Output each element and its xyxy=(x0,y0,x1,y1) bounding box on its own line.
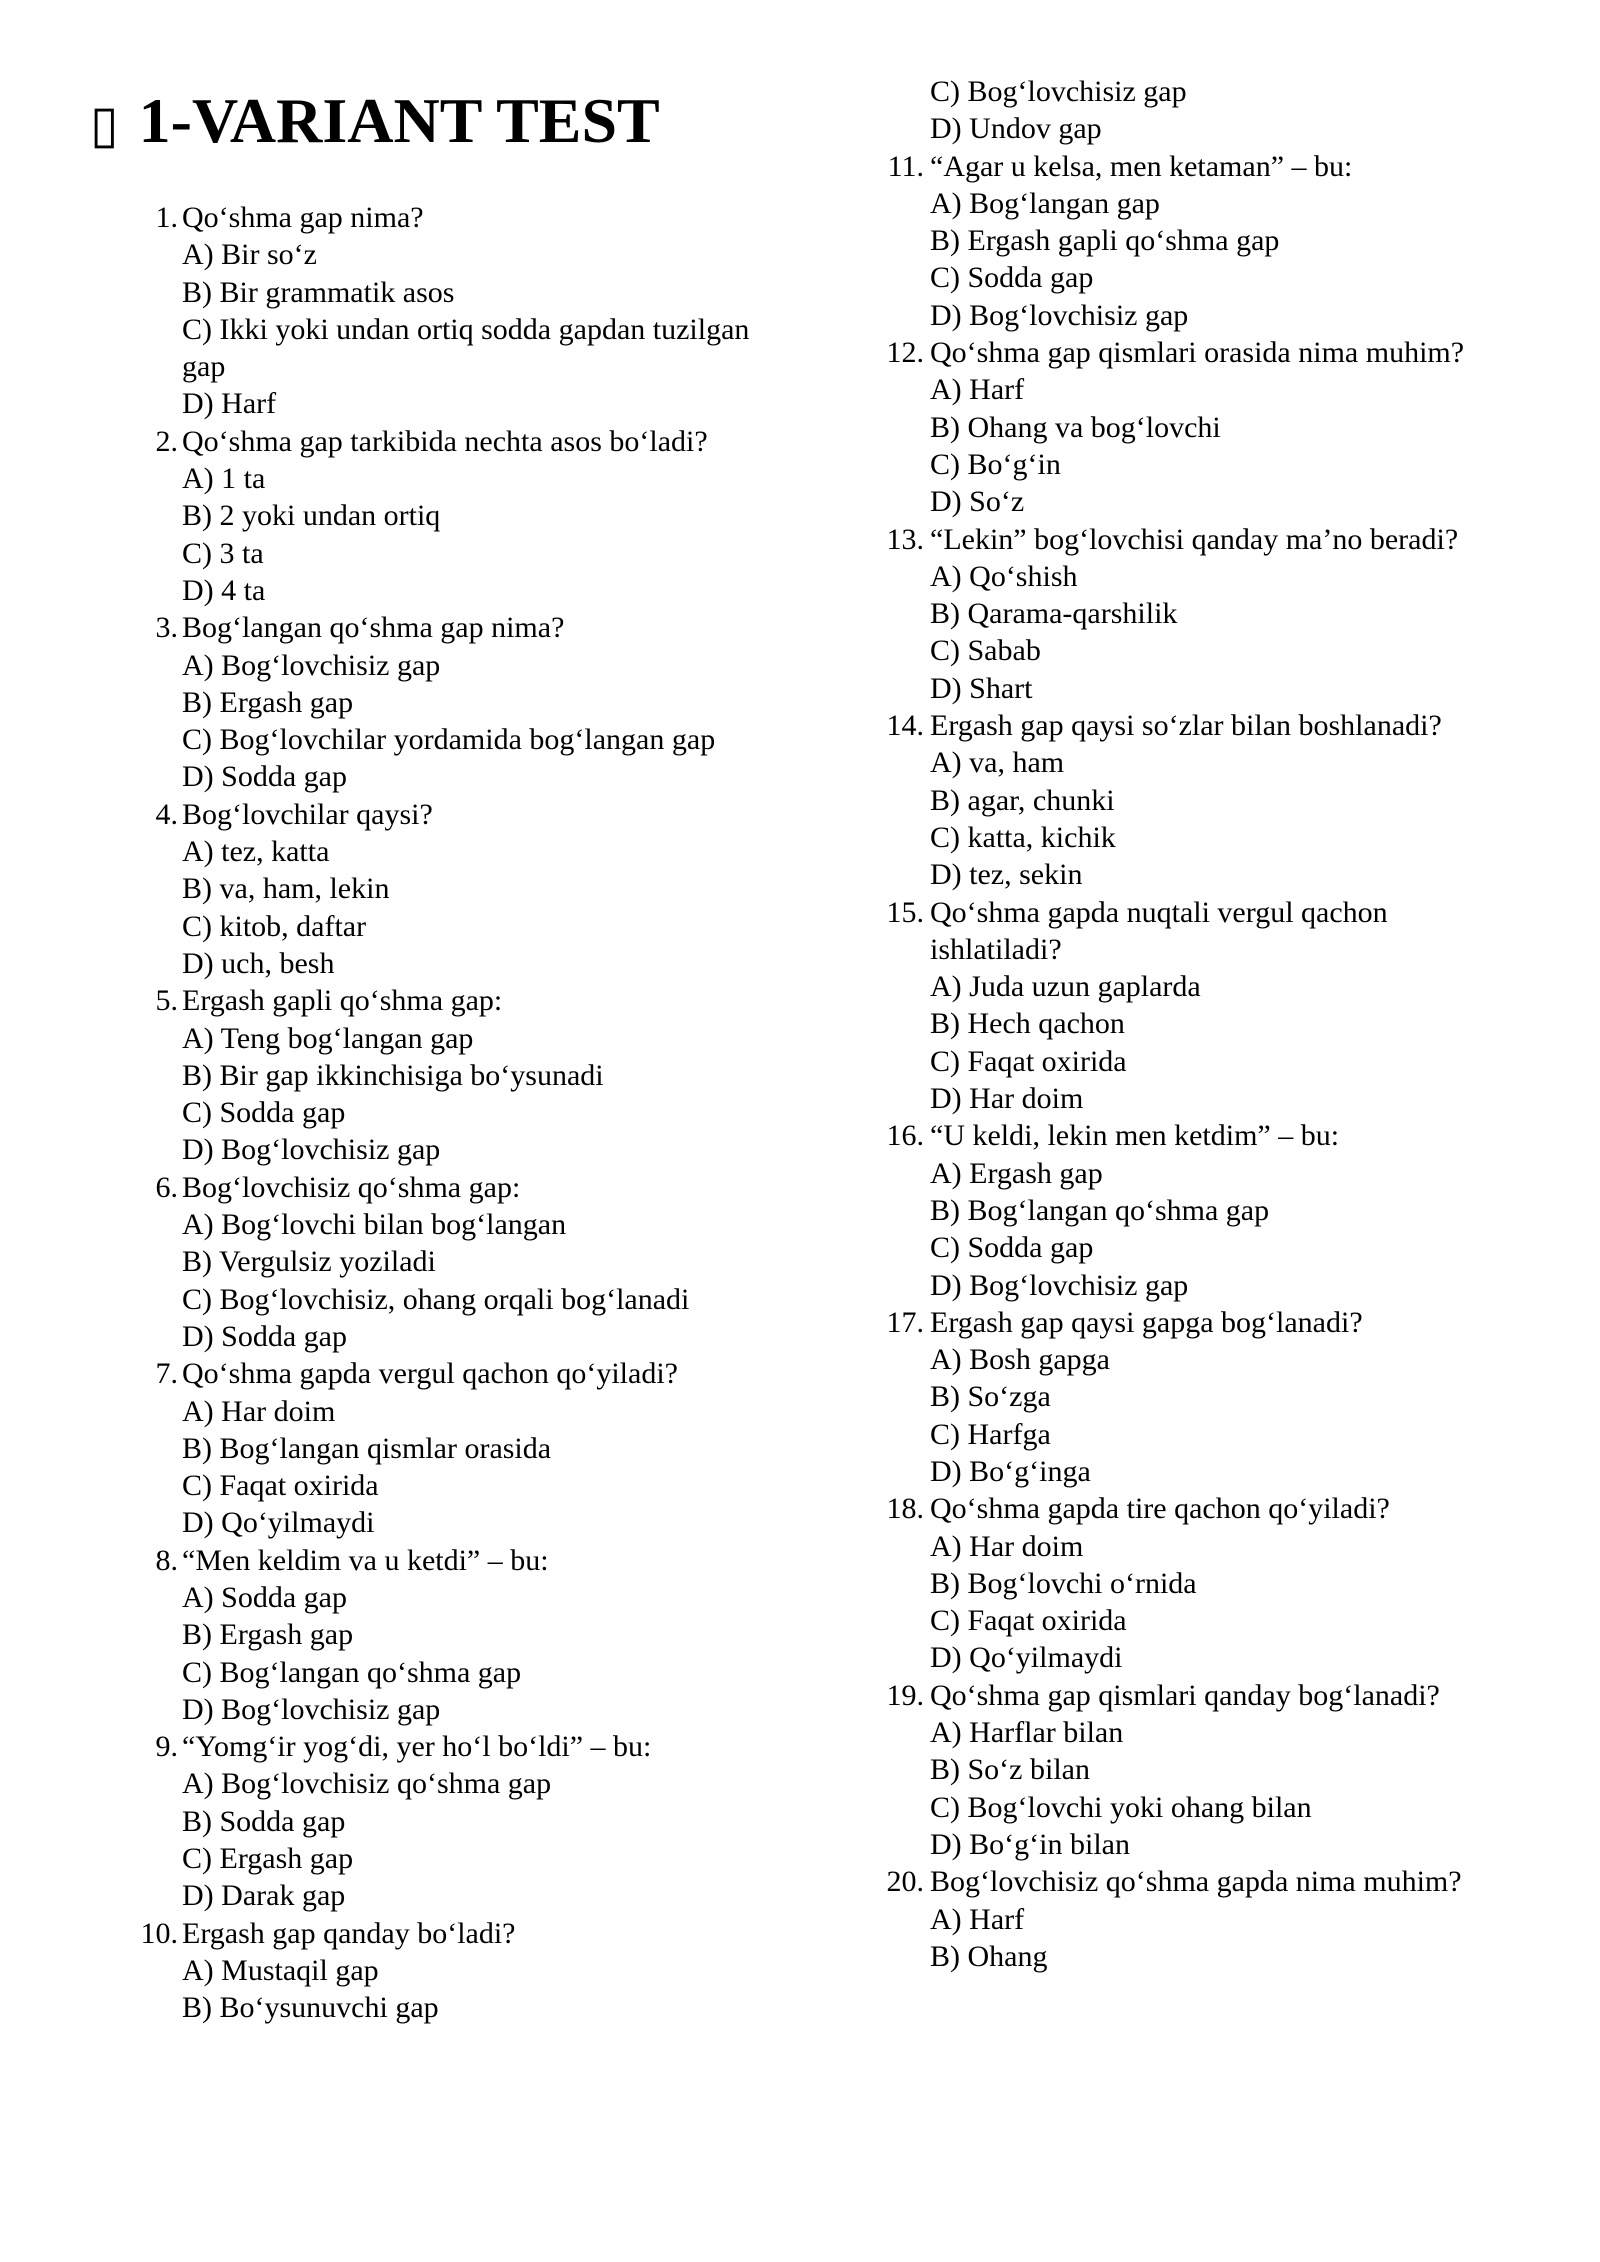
question-number: 9. xyxy=(155,1730,178,1764)
answer-option-b: B) Ergash gap xyxy=(182,685,354,719)
answer-option-a: A) Ergash gap xyxy=(930,1156,1103,1190)
question-text: Ergash gapli qo‘shma gap: xyxy=(182,984,503,1018)
question-6 xyxy=(130,1169,750,1355)
answer-option-a: A) Juda uzun gaplarda xyxy=(930,970,1201,1004)
answer-option-a: A) Teng bog‘langan gap xyxy=(182,1021,474,1055)
answer-option-b: B) Bog‘lovchi o‘rnida xyxy=(930,1566,1197,1600)
question-text: Qo‘shma gap tarkibida nechta asos bo‘ladi? xyxy=(182,424,708,458)
question-text: “Agar u kelsa, men ketaman” – bu: xyxy=(930,149,1353,183)
question-2 xyxy=(130,423,750,609)
answer-option-c: C) Sabab xyxy=(930,634,1041,668)
question-text: Qo‘shma gapda vergul qachon qo‘yiladi? xyxy=(182,1357,678,1391)
answer-option-d: D) Darak gap xyxy=(182,1879,346,1913)
question-number: 15. xyxy=(886,895,924,929)
question-number: 2. xyxy=(155,424,178,458)
question-10-continued xyxy=(882,73,1522,148)
question-number: 14. xyxy=(886,709,924,743)
question-number: 20. xyxy=(886,1865,924,1899)
answer-option-a: A) Qo‘shish xyxy=(930,559,1078,593)
answer-option-d: D) Bo‘g‘in bilan xyxy=(930,1827,1130,1861)
question-7 xyxy=(130,1355,750,1541)
answer-option-b: B) Ohang xyxy=(930,1939,1048,1973)
answer-option-a: A) Har doim xyxy=(182,1394,336,1428)
answer-option-c: C) Ergash gap xyxy=(182,1842,354,1876)
question-number: 18. xyxy=(886,1492,924,1526)
question-8 xyxy=(130,1542,750,1728)
answer-option-d: D) So‘z xyxy=(930,485,1025,519)
question-text: “Men keldim va u ketdi” – bu: xyxy=(182,1543,549,1577)
answer-option-b: B) Ergash gap xyxy=(182,1618,354,1652)
answer-option-b: B) Bo‘ysunuvchi gap xyxy=(182,1991,439,2025)
answer-option-a: A) Sodda gap xyxy=(182,1580,347,1614)
answer-option-b: B) So‘zga xyxy=(930,1380,1051,1414)
answer-option-d: D) Sodda gap xyxy=(182,760,347,794)
answer-option-b: B) Hech qachon xyxy=(930,1007,1125,1041)
answer-option-c: C) Bo‘g‘in xyxy=(930,447,1061,481)
question-number: 4. xyxy=(155,797,178,831)
answer-option-d: D) Undov gap xyxy=(930,112,1102,146)
answer-option-c: C) Faqat oxirida xyxy=(182,1469,379,1503)
answer-option-d: D) Har doim xyxy=(930,1082,1084,1116)
question-20 xyxy=(882,1863,1522,1975)
answer-option-a: A) Bir so‘z xyxy=(182,238,317,272)
answer-option-a: A) Bog‘lovchi bilan bog‘langan xyxy=(182,1208,567,1242)
question-text: Qo‘shma gapda tire qachon qo‘yiladi? xyxy=(930,1492,1390,1526)
answer-option-d: D) Harf xyxy=(182,387,277,421)
question-9 xyxy=(130,1728,750,1914)
answer-option-c: C) Sodda gap xyxy=(930,1231,1094,1265)
question-text: Ergash gap qaysi so‘zlar bilan boshlanadi? xyxy=(930,709,1442,743)
question-text: “Yomg‘ir yog‘di, yer ho‘l bo‘ldi” – bu: xyxy=(182,1730,652,1764)
answer-option-a: A) va, ham xyxy=(930,746,1065,780)
question-12 xyxy=(882,334,1522,520)
question-text: Bog‘lovchisiz qo‘shma gapda nima muhim? xyxy=(930,1865,1462,1899)
answer-option-d: D) 4 ta xyxy=(182,573,266,607)
question-15 xyxy=(882,894,1522,1118)
answer-option-a: A) 1 ta xyxy=(182,462,266,496)
answer-option-a: A) Bog‘langan gap xyxy=(930,186,1160,220)
answer-option-b: B) Bir grammatik asos xyxy=(182,275,455,309)
question-text: Ergash gap qanday bo‘ladi? xyxy=(182,1916,516,1950)
answer-option-d: D) Bog‘lovchisiz gap xyxy=(182,1692,441,1726)
question-10 xyxy=(130,1915,750,2027)
answer-option-d: D) Qo‘yilmaydi xyxy=(182,1506,375,1540)
question-text: Qo‘shma gapda nuqtali vergul qachon ishlatiladi? xyxy=(930,895,1388,966)
question-3 xyxy=(130,609,750,795)
answer-option-b: B) 2 yoki undan ortiq xyxy=(182,499,441,533)
question-text: Qo‘shma gap qismlari qanday bog‘lanadi? xyxy=(930,1678,1440,1712)
answer-option-b: B) va, ham, lekin xyxy=(182,872,390,906)
answer-option-c: C) Bog‘lovchi yoki ohang bilan xyxy=(930,1790,1312,1824)
question-number: 8. xyxy=(155,1543,178,1577)
answer-option-a: A) Harf xyxy=(930,1902,1025,1936)
answer-option-b: B) Bir gap ikkinchisiga bo‘ysunadi xyxy=(182,1058,604,1092)
question-number: 6. xyxy=(155,1170,178,1204)
answer-option-a: A) Bog‘lovchisiz qo‘shma gap xyxy=(182,1767,552,1801)
answer-option-d: D) Bog‘lovchisiz gap xyxy=(182,1133,441,1167)
answer-option-b: B) Ergash gapli qo‘shma gap xyxy=(930,224,1280,258)
answer-option-d: D) uch, besh xyxy=(182,946,335,980)
answer-option-a: A) Harf xyxy=(930,373,1025,407)
question-number: 12. xyxy=(886,336,924,370)
answer-option-b: B) Bog‘langan qo‘shma gap xyxy=(930,1193,1270,1227)
question-18 xyxy=(882,1490,1522,1676)
answer-option-d: D) tez, sekin xyxy=(930,858,1083,892)
question-text: Bog‘lovchisiz qo‘shma gap: xyxy=(182,1170,521,1204)
missing-glyph-icon: ▯ xyxy=(90,95,119,155)
question-19 xyxy=(882,1677,1522,1863)
answer-option-c: C) Bog‘lovchisiz gap xyxy=(930,75,1187,108)
question-11 xyxy=(882,148,1522,334)
question-text: Qo‘shma gap qismlari orasida nima muhim? xyxy=(930,336,1465,370)
answer-option-d: D) Bo‘g‘inga xyxy=(930,1454,1091,1488)
answer-option-c: C) Bog‘lovchilar yordamida bog‘langan gap xyxy=(182,723,716,757)
answer-option-d: D) Sodda gap xyxy=(182,1319,347,1353)
question-4 xyxy=(130,796,750,982)
question-14 xyxy=(882,707,1522,893)
answer-option-c: C) Sodda gap xyxy=(930,261,1094,295)
question-number: 5. xyxy=(155,984,178,1018)
answer-option-c: C) Faqat oxirida xyxy=(930,1604,1127,1638)
question-16 xyxy=(882,1117,1522,1303)
question-text: Qo‘shma gap nima? xyxy=(182,201,424,234)
answer-option-d: D) Bog‘lovchisiz gap xyxy=(930,1268,1189,1302)
page-title xyxy=(90,76,660,170)
question-1 xyxy=(130,199,750,423)
right-column xyxy=(882,73,1522,1975)
answer-option-a: A) Mustaqil gap xyxy=(182,1953,379,1987)
answer-option-c: C) Harfga xyxy=(930,1417,1051,1451)
answer-option-c: C) katta, kichik xyxy=(930,820,1116,854)
answer-option-c: C) Bog‘lovchisiz, ohang orqali bog‘lanadi xyxy=(182,1282,690,1316)
answer-option-b: B) Bog‘langan qismlar orasida xyxy=(182,1431,552,1465)
answer-option-d: D) Bog‘lovchisiz gap xyxy=(930,298,1189,332)
answer-option-c: C) Sodda gap xyxy=(182,1096,346,1130)
question-number: 16. xyxy=(886,1119,924,1153)
answer-option-c: C) 3 ta xyxy=(182,536,264,570)
question-text: Bog‘lovchilar qaysi? xyxy=(182,797,433,831)
question-text: “Lekin” bog‘lovchisi qanday ma’no beradi? xyxy=(930,522,1459,556)
answer-option-c: C) Bog‘langan qo‘shma gap xyxy=(182,1655,522,1689)
answer-option-b: B) Qarama-qarshilik xyxy=(930,597,1178,631)
question-5 xyxy=(130,982,750,1168)
answer-option-b: B) Ohang va bog‘lovchi xyxy=(930,410,1221,444)
answer-option-a: A) Harflar bilan xyxy=(930,1716,1124,1750)
answer-option-a: A) Bog‘lovchisiz gap xyxy=(182,648,441,682)
answer-option-c: C) Faqat oxirida xyxy=(930,1044,1127,1078)
answer-option-c: C) kitob, daftar xyxy=(182,909,367,943)
question-text: Bog‘langan qo‘shma gap nima? xyxy=(182,611,565,645)
answer-option-a: A) tez, katta xyxy=(182,835,330,869)
question-number: 7. xyxy=(155,1357,178,1391)
question-number: 19. xyxy=(886,1678,924,1712)
answer-option-c: C) Ikki yoki undan ortiq sodda gapdan tuzilgan gap xyxy=(182,312,750,384)
answer-option-b: B) Sodda gap xyxy=(182,1804,346,1838)
answer-option-a: A) Har doim xyxy=(930,1529,1084,1563)
question-13 xyxy=(882,521,1522,707)
question-number: 13. xyxy=(886,522,924,556)
answer-option-b: B) So‘z bilan xyxy=(930,1753,1090,1787)
question-number: 1. xyxy=(155,201,178,234)
left-column xyxy=(130,199,750,2027)
answer-option-b: B) Vergulsiz yoziladi xyxy=(182,1245,436,1279)
answer-option-d: D) Qo‘yilmaydi xyxy=(930,1641,1123,1675)
question-number: 11. xyxy=(887,149,924,183)
page-title-text: 1-VARIANT TEST xyxy=(138,85,660,156)
answer-option-b: B) agar, chunki xyxy=(930,783,1115,817)
answer-option-a: A) Bosh gapga xyxy=(930,1343,1110,1377)
question-text: Ergash gap qaysi gapga bog‘lanadi? xyxy=(930,1305,1363,1339)
question-number: 17. xyxy=(886,1305,924,1339)
question-17 xyxy=(882,1304,1522,1490)
question-number: 10. xyxy=(140,1916,178,1950)
question-text: “U keldi, lekin men ketdim” – bu: xyxy=(930,1119,1340,1153)
question-number: 3. xyxy=(155,611,178,645)
answer-option-d: D) Shart xyxy=(930,671,1033,705)
